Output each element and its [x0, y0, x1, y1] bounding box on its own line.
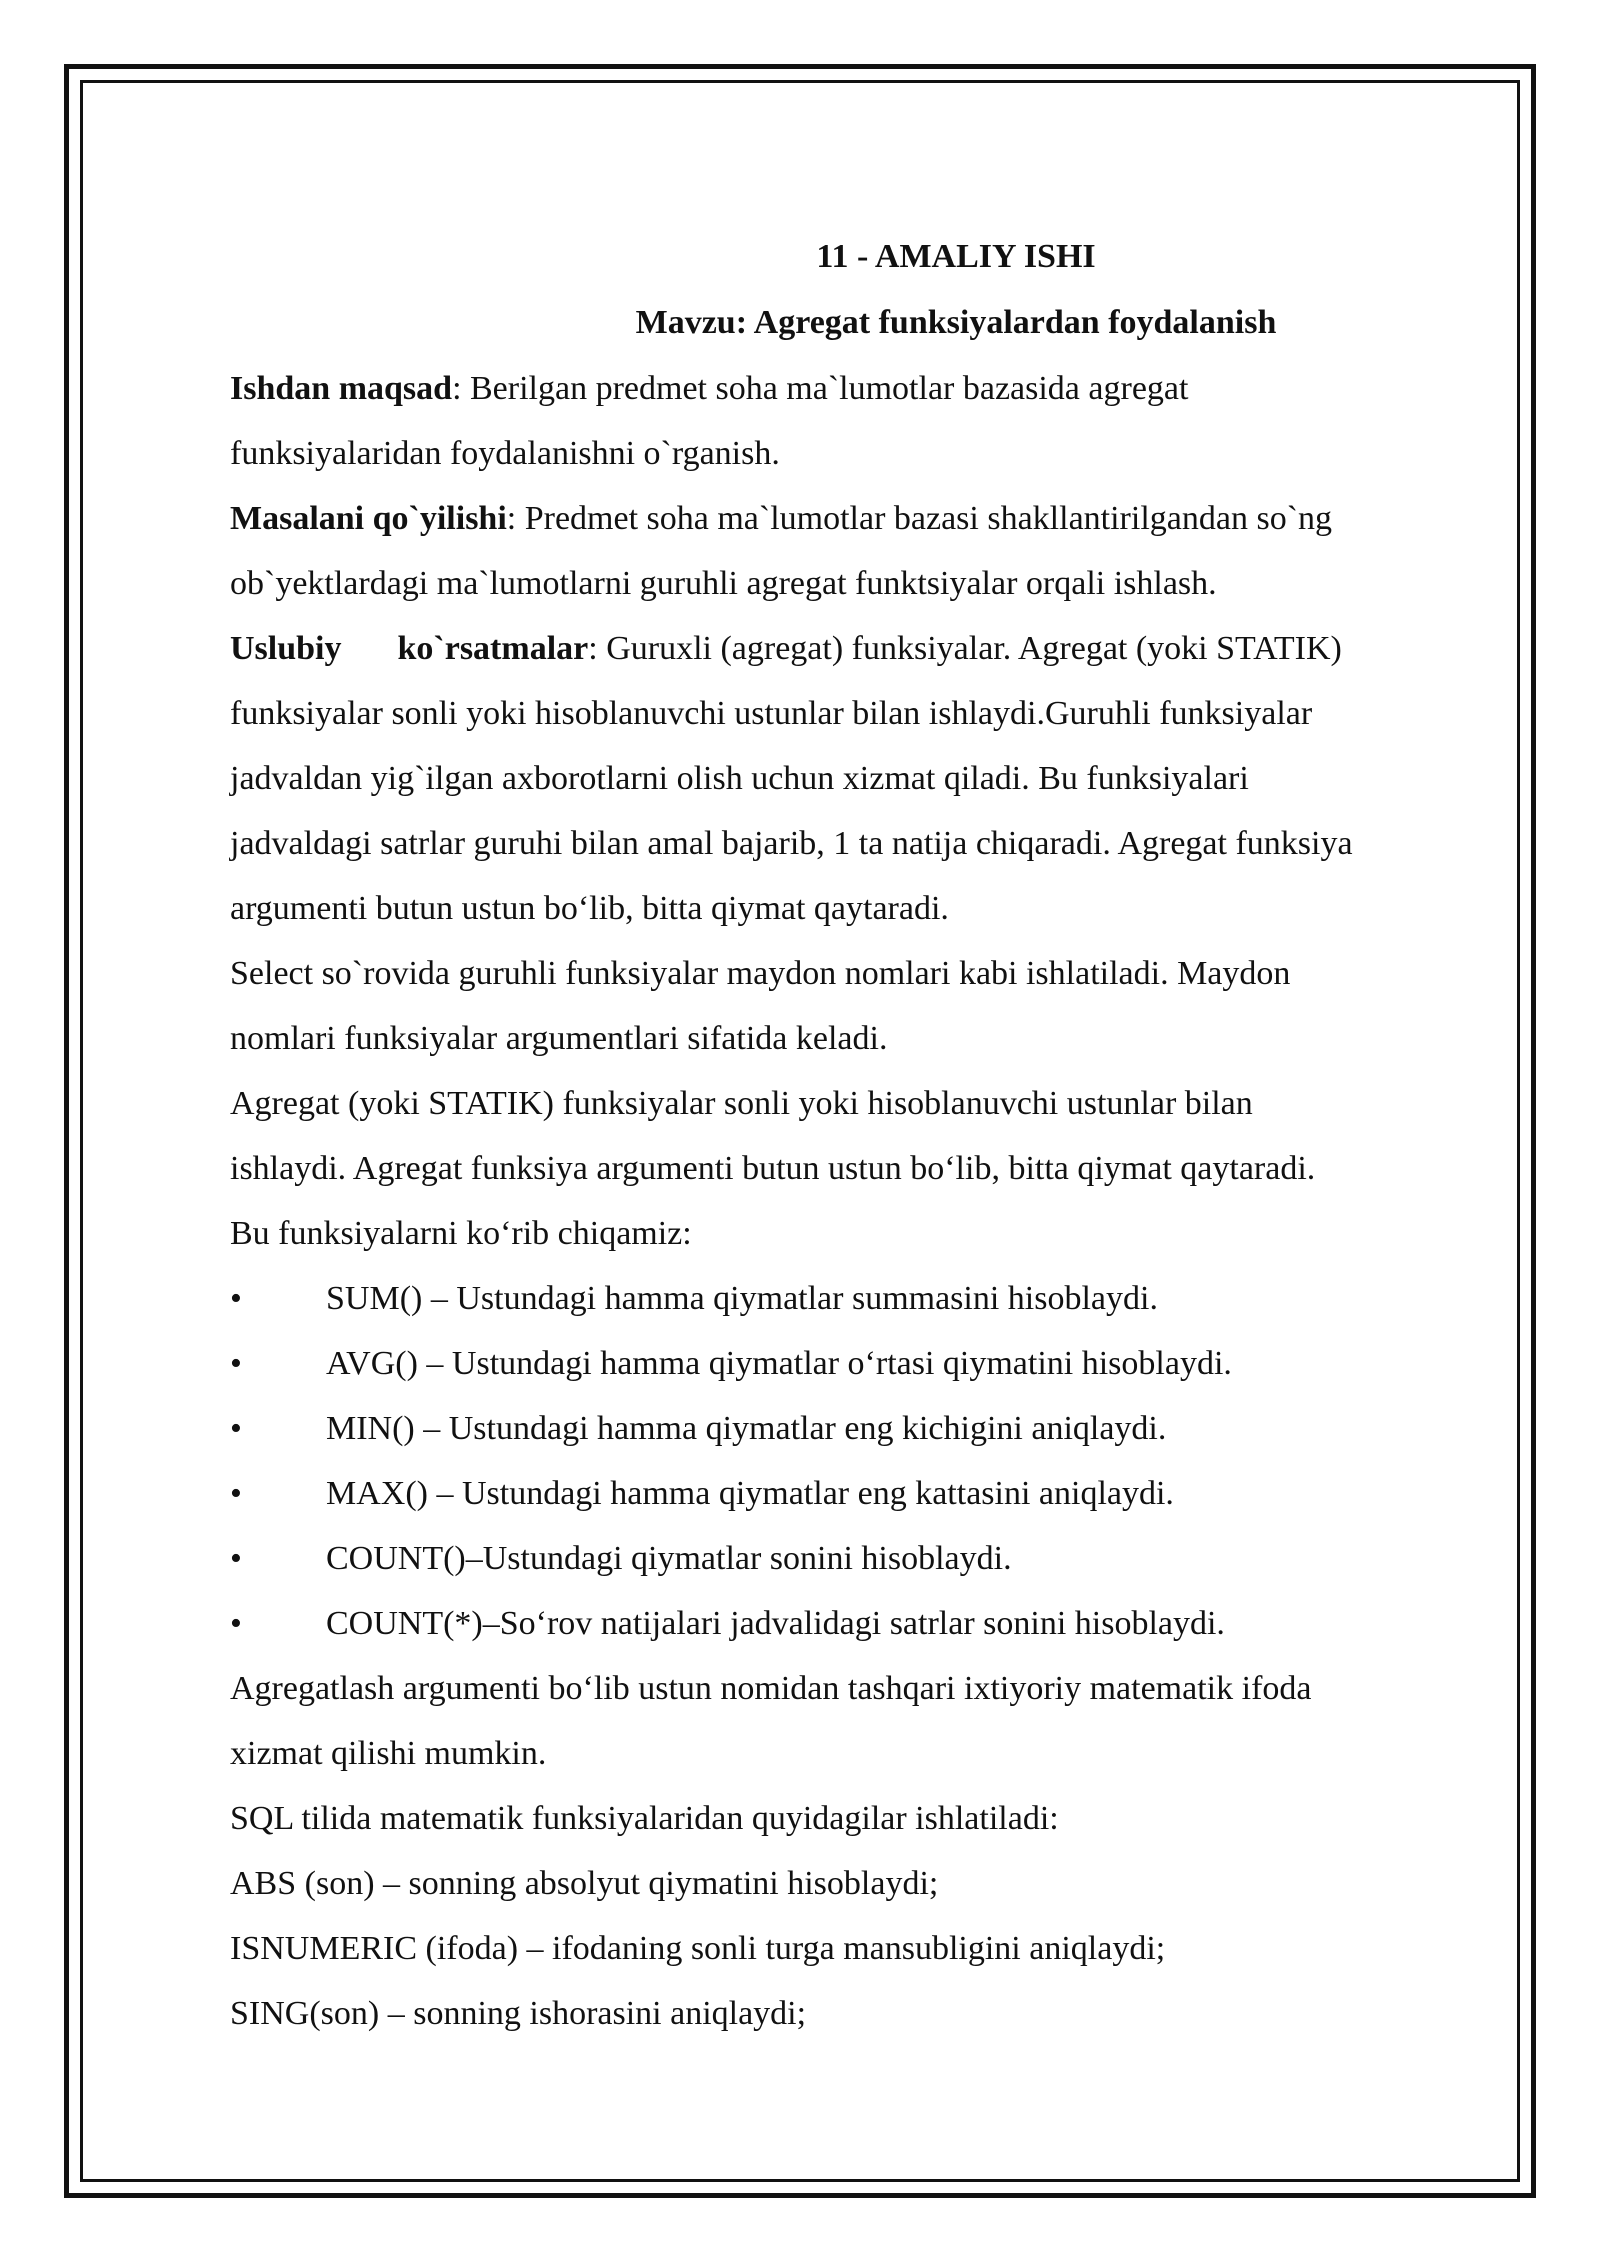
- bullet-icon: •: [230, 1345, 242, 1382]
- goal-text-line2: funksiyalaridan foydalanishni o`rganish.: [230, 435, 780, 472]
- list-item-text: COUNT(*)–So‘rov natijalari jadvalidagi satrlar sonini hisoblaydi.: [326, 1605, 1225, 1642]
- list-item: [230, 1331, 1482, 1396]
- guidelines-line: jadvaldagi satrlar guruhi bilan amal bajarib, 1 ta natija chiqaradi. Agregat funksiya: [230, 825, 1353, 862]
- list-item: [230, 1396, 1482, 1461]
- task-text-line1: : Predmet soha ma`lumotlar bazasi shakllantirilgandan so`ng: [506, 500, 1333, 537]
- select-line: nomlari funksiyalar argumentlari sifatida keladi.: [230, 1020, 888, 1057]
- list-item: [230, 1526, 1482, 1591]
- guidelines-label-word1: Uslubiy: [230, 630, 342, 667]
- bullet-icon: •: [230, 1540, 242, 1577]
- goal-label: Ishdan maqsad: [230, 370, 453, 407]
- list-item-text: SUM() – Ustundagi hamma qiymatlar summasini hisoblaydi.: [326, 1280, 1158, 1317]
- list-item-text: COUNT()–Ustundagi qiymatlar sonini hisoblaydi.: [326, 1540, 1012, 1577]
- select-line: Select so`rovida guruhli funksiyalar maydon nomlari kabi ishlatiladi. Maydon: [230, 955, 1291, 992]
- math-functions-paragraph: [230, 1786, 1482, 2046]
- list-item: [230, 1591, 1482, 1656]
- guidelines-paragraph: [230, 616, 1482, 941]
- bullet-icon: •: [230, 1410, 242, 1447]
- guidelines-line: funksiyalar sonli yoki hisoblanuvchi ustunlar bilan ishlaydi.Guruhli funksiyalar: [230, 695, 1313, 732]
- math-line: ISNUMERIC (ifoda) – ifodaning sonli turga mansubligini aniqlaydi;: [230, 1930, 1166, 1967]
- bullet-icon: •: [230, 1475, 242, 1512]
- list-item-text: MAX() – Ustundagi hamma qiymatlar eng kattasini aniqlaydi.: [326, 1475, 1174, 1512]
- bullet-icon: •: [230, 1605, 242, 1642]
- agregat-line: Agregat (yoki STATIK) funksiyalar sonli yoki hisoblanuvchi ustunlar bilan: [230, 1085, 1253, 1122]
- list-item: [230, 1461, 1482, 1526]
- goal-text-line1: : Berilgan predmet soha ma`lumotlar bazasida agregat: [452, 370, 1189, 407]
- list-item-text: MIN() – Ustundagi hamma qiymatlar eng kichigini aniqlaydi.: [326, 1410, 1167, 1447]
- agregat-paragraph: [230, 1071, 1482, 1266]
- guidelines-label-word2: ko`rsatmalar: [397, 630, 589, 667]
- document-title: 11 - AMALIY ISHI: [816, 238, 1096, 275]
- document-body: [230, 224, 1482, 2046]
- math-line: SQL tilida matematik funksiyalaridan quyidagilar ishlatiladi:: [230, 1800, 1059, 1837]
- list-item-text: AVG() – Ustundagi hamma qiymatlar o‘rtasi qiymatini hisoblaydi.: [326, 1345, 1232, 1382]
- guidelines-text-line1: : Guruxli (agregat) funksiyalar. Agregat (yoki STATIK): [588, 630, 1342, 667]
- function-list: [230, 1266, 1482, 1656]
- select-paragraph: [230, 941, 1482, 1071]
- math-line: ABS (son) – sonning absolyut qiymatini hisoblaydi;: [230, 1865, 939, 1902]
- list-item: [230, 1266, 1482, 1331]
- task-text-line2: ob`yektlardagi ma`lumotlarni guruhli agregat funktsiyalar orqali ishlash.: [230, 565, 1217, 602]
- task-label: Masalani qo`yilishi: [230, 500, 507, 537]
- bullet-icon: •: [230, 1280, 242, 1317]
- argument-line: xizmat qilishi mumkin.: [230, 1735, 547, 1772]
- argument-line: Agregatlash argumenti bo‘lib ustun nomidan tashqari ixtiyoriy matematik ifoda: [230, 1670, 1312, 1707]
- guidelines-line: argumenti butun ustun bo‘lib, bitta qiymat qaytaradi.: [230, 890, 949, 927]
- argument-paragraph: [230, 1656, 1482, 1786]
- math-line: SING(son) – sonning ishorasini aniqlaydi;: [230, 1995, 807, 2032]
- agregat-line: Bu funksiyalarni ko‘rib chiqamiz:: [230, 1215, 692, 1252]
- document-subtitle: Mavzu: Agregat funksiyalardan foydalanish: [635, 304, 1277, 341]
- guidelines-line: jadvaldan yig`ilgan axborotlarni olish uchun xizmat qiladi. Bu funksiyalari: [230, 760, 1249, 797]
- task-paragraph: [230, 486, 1482, 616]
- agregat-line: ishlaydi. Agregat funksiya argumenti butun ustun bo‘lib, bitta qiymat qaytaradi.: [230, 1150, 1316, 1187]
- goal-paragraph: [230, 356, 1482, 486]
